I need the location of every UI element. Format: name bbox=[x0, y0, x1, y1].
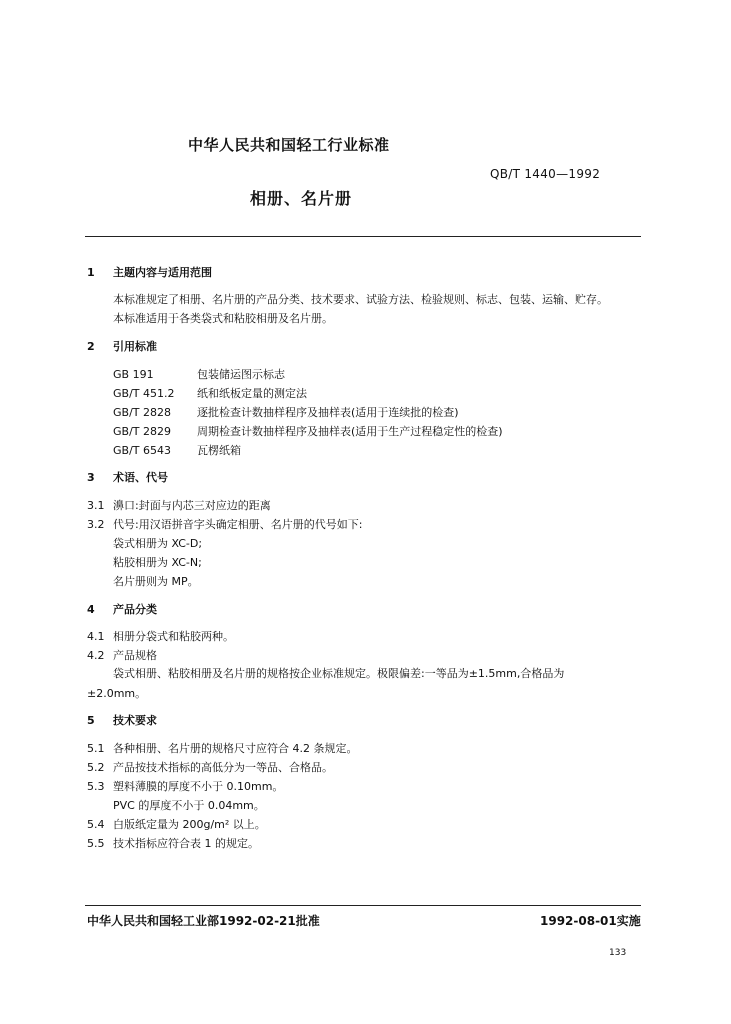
section-1-para-2: 本标准适用于各类袋式和粘胶相册及名片册。 bbox=[113, 312, 333, 325]
clause-4-2: 4.2 产品规格 bbox=[87, 649, 157, 662]
implementation-date: 1992-08-01实施 bbox=[540, 914, 641, 928]
code-mp: 名片册则为 MP。 bbox=[113, 575, 199, 588]
clause-3-1: 3.1 濞口:封面与内芯三对应边的距离 bbox=[87, 499, 271, 512]
section-1-heading: 1 主题内容与适用范围 bbox=[87, 266, 212, 279]
clause-5-1: 5.1 各种相册、名片册的规格尺寸应符合 4.2 条规定。 bbox=[87, 742, 358, 755]
section-1-para-1: 本标准规定了相册、名片册的产品分类、技术要求、试验方法、检验规则、标志、包装、运输、贮存。 bbox=[113, 293, 608, 306]
section-5-heading: 5 技术要求 bbox=[87, 714, 157, 727]
section-3-heading: 3 术语、代号 bbox=[87, 471, 168, 484]
clause-5-3: 5.3 塑料薄膜的厚度不小于 0.10mm。 bbox=[87, 780, 284, 793]
clause-4-1: 4.1 相册分袋式和粘胶两种。 bbox=[87, 630, 234, 643]
header-divider bbox=[85, 236, 641, 237]
clause-5-3-pvc: PVC 的厚度不小于 0.04mm。 bbox=[113, 799, 265, 812]
approval-note: 中华人民共和国轻工业部1992-02-21批准 bbox=[87, 914, 320, 928]
reference-item: GB/T 6543 瓦楞纸箱 bbox=[113, 444, 241, 457]
reference-item: GB/T 451.2 纸和纸板定量的测定法 bbox=[113, 387, 307, 400]
page-number: 133 bbox=[609, 948, 627, 958]
code-xc-n: 粘胶相册为 XC-N; bbox=[113, 556, 202, 569]
clause-3-2: 3.2 代号:用汉语拼音字头确定相册、名片册的代号如下: bbox=[87, 518, 363, 531]
section-2-heading: 2 引用标准 bbox=[87, 340, 157, 353]
clause-5-5: 5.5 技术指标应符合表 1 的规定。 bbox=[87, 837, 259, 850]
reference-item: GB 191 包装储运图示标志 bbox=[113, 368, 285, 381]
standard-title: 中华人民共和国轻工行业标准 bbox=[188, 136, 390, 154]
clause-5-4: 5.4 白版纸定量为 200g/m² 以上。 bbox=[87, 818, 266, 831]
section-4-heading: 4 产品分类 bbox=[87, 603, 157, 616]
standard-code: QB/T 1440—1992 bbox=[490, 167, 601, 181]
footer-divider bbox=[85, 905, 641, 906]
reference-item: GB/T 2828 逐批检查计数抽样程序及抽样表(适用于连续批的检查) bbox=[113, 406, 459, 419]
clause-5-2: 5.2 产品按技术指标的高低分为一等品、合格品。 bbox=[87, 761, 333, 774]
reference-item: GB/T 2829 周期检查计数抽样程序及抽样表(适用于生产过程稳定性的检查) bbox=[113, 425, 503, 438]
code-xc-d: 袋式相册为 XC-D; bbox=[113, 537, 203, 550]
clause-4-2-para-1: 袋式相册、粘胶相册及名片册的规格按企业标准规定。极限偏差:一等品为±1.5mm,合格品为 bbox=[113, 667, 565, 680]
clause-4-2-para-2: ±2.0mm。 bbox=[87, 687, 147, 700]
document-title: 相册、名片册 bbox=[250, 189, 353, 208]
